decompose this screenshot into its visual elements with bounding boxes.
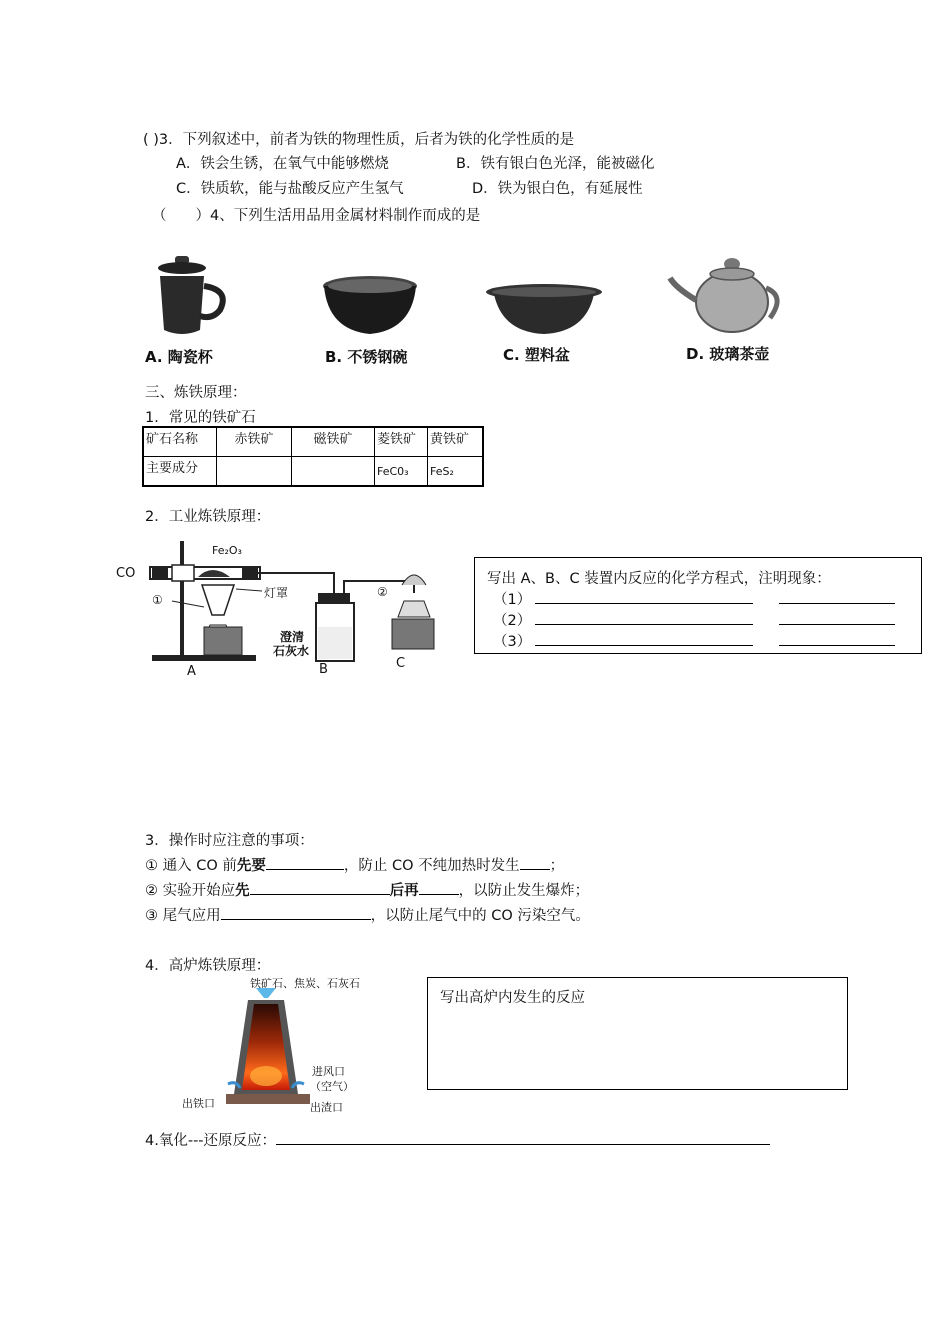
line-number: （1） [493,592,532,608]
answer-blank[interactable] [779,589,895,605]
equation-box-title: 写出 A、B、C 装置内反应的化学方程式，注明现象： [487,571,831,587]
line-number: （3） [493,634,532,650]
precautions-subheading: 3．操作时应注意的事项： [145,833,314,849]
q4-stem: （ ）4、下列生活用品用金属材料制作而成的是 [152,208,481,224]
table-cell [292,457,375,487]
burner-1-label: ① [152,593,163,607]
lamp-cover-label: 灯罩 [264,586,289,600]
apparatus-diagram [112,535,442,685]
q3-option-c: C．铁质软，能与盐酸反应产生氢气 [176,181,404,197]
ore-table [142,426,484,487]
line-number: （2） [493,613,532,629]
table-cell: 主要成分 [143,457,217,487]
blast-furnace-diagram [226,984,316,1116]
ceramic-cup-image [150,250,240,340]
equation-line-2[interactable] [493,609,895,630]
precaution-2: ② 实验开始应先 后再 ，以防止发生爆炸； [145,879,589,900]
answer-blank[interactable] [779,631,895,647]
industrial-subheading: 2．工业炼铁原理： [145,509,271,525]
answer-blank[interactable] [221,905,371,921]
table-row [143,427,483,457]
table-header-cell: 磁铁矿 [292,427,375,457]
q3-option-a: A．铁会生锈，在氧气中能够燃烧 [176,156,389,172]
furnace-box-title: 写出高炉内发生的反应 [440,990,585,1006]
item-a-label: A. 陶瓷杯 [145,348,213,366]
equation-line-1[interactable] [493,588,895,609]
limewater-label-2: 石灰水 [273,644,310,658]
ore-subheading: 1．常见的铁矿石 [145,410,256,426]
steel-bowl-image [318,272,423,342]
blast-furnace-subheading: 4．高炉炼铁原理： [145,958,271,974]
air-inlet-sublabel: （空气） [310,1080,354,1093]
table-header-cell: 黄铁矿 [428,427,484,457]
equation-answer-box [474,557,922,654]
q3-stem: ( )3．下列叙述中，前者为铁的物理性质，后者为铁的化学性质的是 [143,132,575,148]
q3-option-d: D．铁为银白色，有延展性 [472,181,643,197]
apparatus-b-label: B [319,662,328,677]
precaution-1: ① 通入 CO 前先要 ，防止 CO 不纯加热时发生 ； [145,854,564,875]
precaution-3: ③ 尾气应用 ，以防止尾气中的 CO 污染空气。 [145,904,590,925]
furnace-charge-label: 铁矿石、焦炭、石灰石 [250,977,360,990]
table-cell: FeC0₃ [375,457,428,487]
furnace-reaction-box[interactable] [427,977,848,1090]
answer-blank[interactable] [250,880,390,896]
air-inlet-label: 进风口 [312,1065,345,1078]
co-inlet-label: CO [116,566,136,581]
answer-blank[interactable] [535,589,753,605]
answer-blank[interactable] [266,855,344,871]
answer-blank[interactable] [535,610,753,626]
q3-option-b: B．铁有银白色光泽，能被磁化 [456,156,655,172]
limewater-label-1: 澄清 [280,630,305,644]
item-b-label: B. 不锈钢碗 [325,348,408,366]
table-header-cell: 矿石名称 [143,427,217,457]
plastic-basin-image [484,280,604,340]
answer-blank[interactable] [276,1130,770,1146]
table-cell [217,457,292,487]
equation-line-3[interactable] [493,630,895,651]
table-header-cell: 菱铁矿 [375,427,428,457]
answer-blank[interactable] [520,855,550,871]
answer-blank[interactable] [535,631,753,647]
apparatus-c-label: C [396,656,406,671]
iron-outlet-label: 出铁口 [182,1097,215,1110]
table-cell: FeS₂ [428,457,484,487]
apparatus-a-label: A [187,664,196,679]
glass-teapot-image [666,252,791,337]
answer-blank[interactable] [419,880,459,896]
table-header-cell: 赤铁矿 [217,427,292,457]
slag-outlet-label: 出渣口 [310,1101,343,1114]
section-title: 三、炼铁原理： [145,385,247,401]
item-d-label: D. 玻璃茶壶 [686,345,770,363]
redox-line: 4.氧化---还原反应： [145,1129,770,1150]
table-row [143,457,483,487]
answer-blank[interactable] [779,610,895,626]
fe2o3-label: Fe₂O₃ [212,544,242,557]
item-c-label: C. 塑料盆 [503,346,570,364]
burner-2-label: ② [377,585,388,599]
